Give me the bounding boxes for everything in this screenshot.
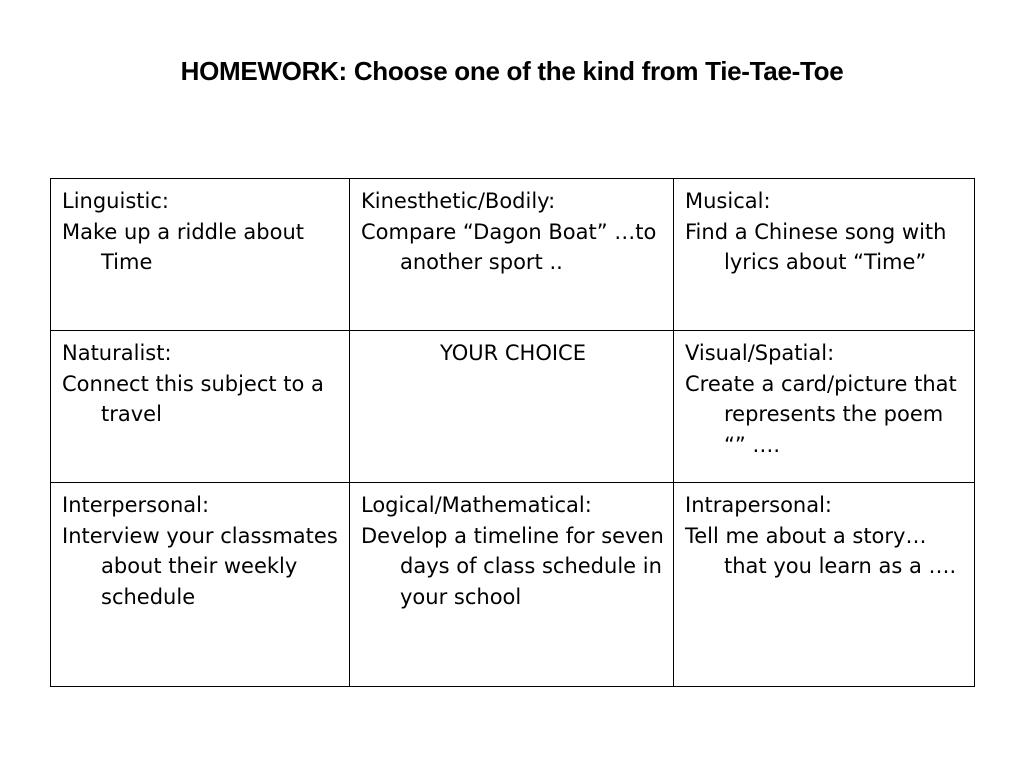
cell-label: Kinesthetic/Bodily: xyxy=(361,189,556,213)
cell-task: Find a Chinese song with lyrics about “Time” xyxy=(685,219,947,274)
cell-musical xyxy=(674,179,975,331)
cell-kinesthetic-bodily xyxy=(350,179,674,331)
cell-label: Logical/Mathematical: xyxy=(361,493,592,517)
cell-task: Interview your classmates about their weekly schedule xyxy=(62,523,338,609)
cell-task: Connect this subject to a travel xyxy=(62,371,324,426)
your-choice-text: YOUR CHOICE xyxy=(440,341,586,365)
cell-intrapersonal xyxy=(674,483,975,687)
cell-label: Intrapersonal: xyxy=(685,493,832,517)
cell-label: Interpersonal: xyxy=(62,493,210,517)
tic-tac-toe-grid xyxy=(50,178,975,687)
cell-label: Linguistic: xyxy=(62,189,169,213)
cell-your-choice xyxy=(350,331,674,483)
cell-logical-mathematical xyxy=(350,483,674,687)
cell-task: Tell me about a story… that you learn as a …. xyxy=(685,523,957,578)
cell-label: Naturalist: xyxy=(62,341,172,365)
grid-row xyxy=(51,179,975,331)
grid-row xyxy=(51,331,975,483)
cell-linguistic xyxy=(51,179,350,331)
cell-visual-spatial xyxy=(674,331,975,483)
cell-label: Musical: xyxy=(685,189,771,213)
cell-task: Make up a riddle about Time xyxy=(62,219,305,274)
cell-task: Develop a timeline for seven days of class schedule in your school xyxy=(361,523,664,609)
cell-task: Create a card/picture that represents the poem “” …. xyxy=(685,371,957,457)
cell-naturalist xyxy=(51,331,350,483)
page-title: HOMEWORK: Choose one of the kind from Tie-Tae-Toe xyxy=(180,56,844,86)
cell-task: Compare “Dagon Boat” …to another sport .. xyxy=(361,219,657,274)
cell-interpersonal xyxy=(51,483,350,687)
grid-row xyxy=(51,483,975,687)
cell-label: Visual/Spatial: xyxy=(685,341,835,365)
